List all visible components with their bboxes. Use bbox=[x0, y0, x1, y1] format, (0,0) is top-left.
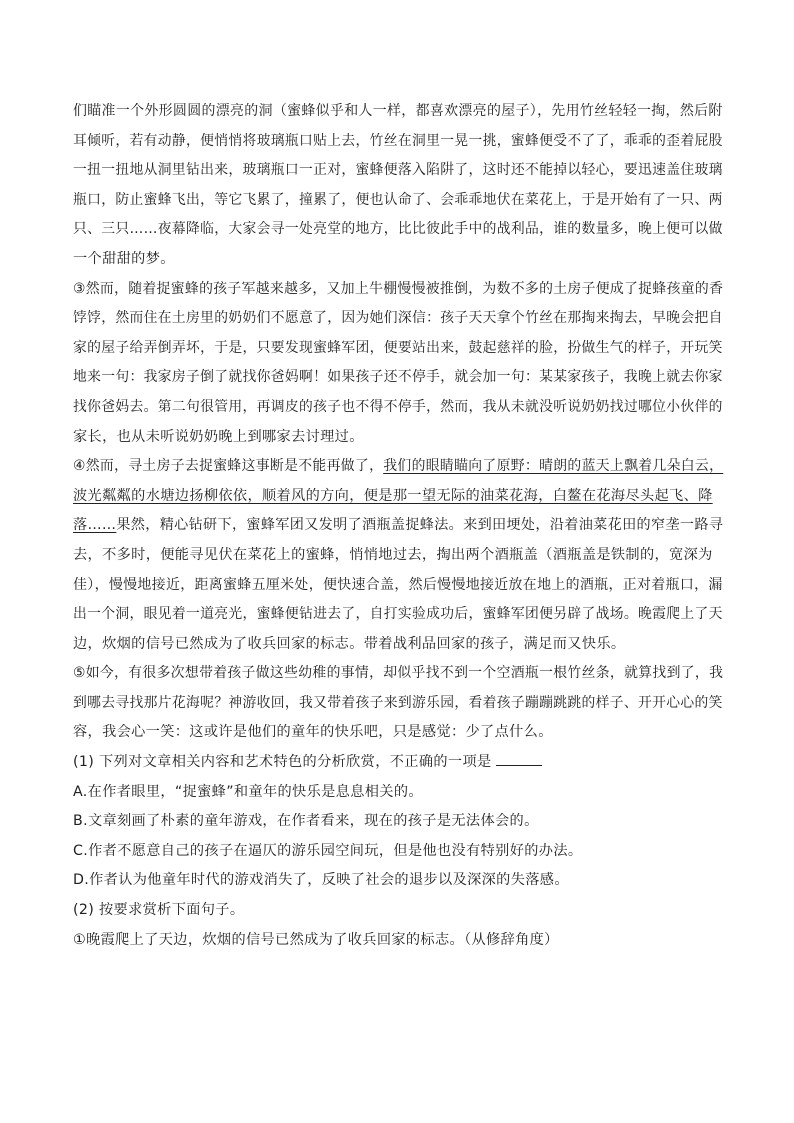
passage-line: 家的屋子给弄倒弄坏，于是，只要发现蜜蜂军团，便要站出来，鼓起慈祥的脸，扮做生气的样子，开玩笑 bbox=[73, 339, 723, 356]
option-a: A.在作者眼里，“捉蜜蜂”和童年的快乐是息息相关的。 bbox=[73, 783, 423, 800]
underlined-sentence: 波光粼粼的水塘边扬柳依依，顺着风的方向，便是那一望无际的油菜花海，白鳌在花海尽头起飞、降 bbox=[73, 487, 713, 504]
passage-line: ⑤如今，有很多次想带着孩子做这些幼稚的事情，却似乎找不到一个空酒瓶一根竹丝条，就算找到了，我 bbox=[73, 665, 724, 682]
passage-line: 饽饽，然而住在土房里的奶奶们不愿意了，因为她们深信：孩子天天拿个竹丝在那掏来掏去，早晚会把自 bbox=[73, 310, 723, 327]
passage-line: 到哪去寻找那片花海呢？神游收回，我又带着孩子来到游乐园，看着孩子蹦蹦跳跳的样子、开开心心的笑 bbox=[73, 694, 723, 711]
question-2-stem: (2) 按要求赏析下面句子。 bbox=[73, 902, 245, 919]
passage-line: 耳倾听，若有动静，便悄悄将玻璃瓶口贴上去，竹丝在洞里一晃一挑，蜜蜂便受不了了，乖乖的歪着屁股 bbox=[73, 132, 723, 149]
passage-line: 一个甜甜的梦。 bbox=[73, 250, 175, 267]
passage-line: 找你爸妈去。第二句很管用，再调皮的孩子也不得不停手，然而，我从未就没听说奶奶找过哪位小伙伴的 bbox=[73, 398, 723, 415]
passage-line: ③然而，随着捉蜜蜂的孩子军越来越多，又加上牛棚慢慢被推倒，为数不多的土房子便成了捉蜂孩童的香 bbox=[73, 280, 724, 297]
passage-line: 家长，也从未听说奶奶晚上到哪家去讨理过。 bbox=[73, 428, 364, 445]
option-b: B.文章刻画了朴素的童年游戏，在作者看来，现在的孩子是无法体会的。 bbox=[73, 813, 539, 830]
passage-line: 瓶口，防止蜜蜂飞出，等它飞累了，撞累了，便也认命了、会乖乖地伏在菜花上，于是开始有了一只、两 bbox=[73, 191, 723, 208]
underlined-sentence: 落…… bbox=[73, 517, 117, 534]
passage-line: 们瞄准一个外形圆圆的漂亮的洞（蜜蜂似乎和人一样，都喜欢漂亮的屋子），先用竹丝轻轻一掏，然后附 bbox=[73, 103, 723, 119]
option-c: C.作者不愿意自己的孩子在逼仄的游乐园空间玩，但是他也没有特别好的办法。 bbox=[73, 842, 583, 859]
passage-line: 地来一句：我家房子倒了就找你爸妈啊！如果孩子还不停手，就会加一句：某某家孩子，我晚上就去你家 bbox=[73, 369, 723, 386]
question-1-stem: (1) 下列对文章相关内容和艺术特色的分析欣赏，不正确的一项是 bbox=[73, 754, 492, 771]
passage-line: 一扭一扭地从洞里钻出来，玻璃瓶口一正对，蜜蜂便落入陷阱了，这时还不能掉以轻心，要迅速盖住玻璃 bbox=[73, 162, 723, 179]
question-stem bbox=[73, 748, 723, 778]
underlined-sentence: 我们的眼睛瞄向了原野：晴朗的蓝天上飘着几朵白云， bbox=[383, 458, 724, 475]
passage-line: 只、三只……夜幕降临，大家会寻一处亮堂的地方，比比彼此手中的战利品，谁的数量多，晚上便可以做 bbox=[73, 221, 723, 238]
passage-text: 果然，精心钻研下，蜜蜂军团又发明了酒瓶盖捉蜂法。来到田埂处，沿着油菜花田的窄垄一路寻 bbox=[116, 517, 724, 534]
passage-line: 佳），慢慢地接近，距离蜜蜂五厘米处，便快速合盖，然后慢慢地接近放在地上的酒瓶，正对着瓶口，漏 bbox=[73, 576, 723, 593]
answer-blank[interactable] bbox=[496, 751, 542, 766]
passage-line bbox=[73, 482, 723, 512]
passage-line: 出一个洞，眼见着一道亮光，蜜蜂便钻进去了，自打实验成功后，蜜蜂军团便另辟了战场。晚霞爬上了天 bbox=[73, 606, 723, 623]
question-2-item-1: ①晚霞爬上了天边，炊烟的信号已然成为了收兵回家的标志。（从修辞角度） bbox=[73, 931, 559, 948]
option-d: D.作者认为他童年时代的游戏消失了，反映了社会的退步以及深深的失落感。 bbox=[73, 872, 569, 889]
passage-line: 容，我会心一笑：这或许是他们的童年的快乐吧，只是感觉：少了点什么。 bbox=[73, 724, 553, 741]
passage-text: ④然而，寻土房子去捉蜜蜂这事断是不能再做了， bbox=[73, 458, 384, 475]
passage-line: 边，炊烟的信号已然成为了收兵回家的标志。带着战利品回家的孩子，满足而又快乐。 bbox=[73, 635, 626, 652]
passage-line: 去，不多时，便能寻见伏在菜花上的蜜蜂，悄悄地过去，掏出两个酒瓶盖（酒瓶盖是铁制的，宽深为 bbox=[73, 546, 713, 563]
reading-passage bbox=[73, 97, 723, 955]
passage-line bbox=[73, 511, 724, 541]
passage-line bbox=[73, 452, 724, 482]
